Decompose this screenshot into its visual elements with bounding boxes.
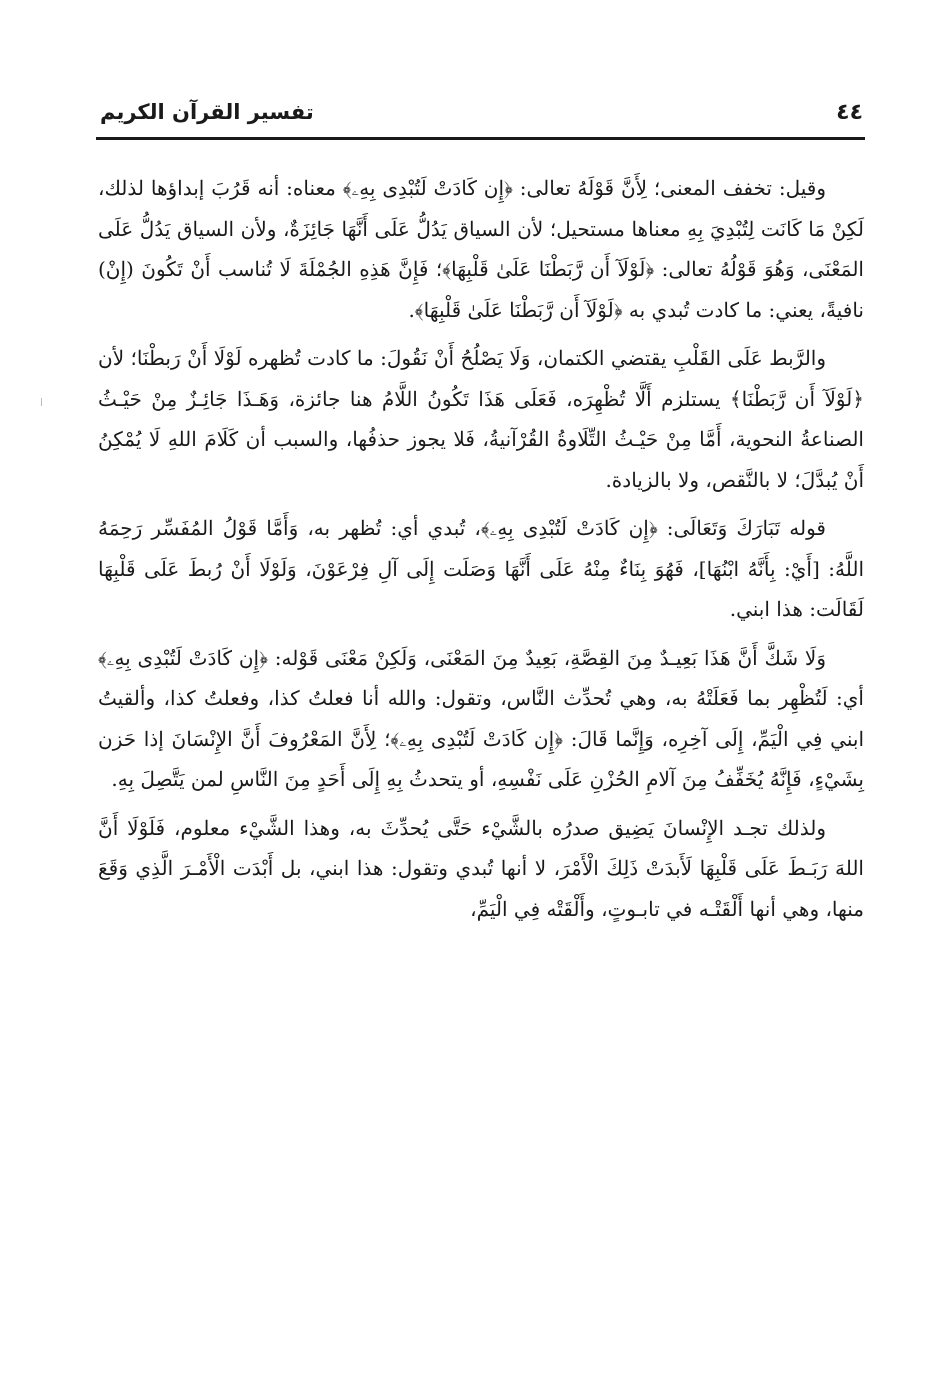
header-divider (96, 137, 865, 140)
paragraph-4: وَلَا شَكَّ أَنَّ هَذَا بَعِيـدٌ مِنَ القِصَّةِ، بَعِيدٌ مِنَ المَعْنَى، وَلَكِنْ مَعْنَى قَوْله: ﴿إِن كَادَتْ لَتُبْدِى بِهِۦ﴾ أي: لَتُظْهِر بما فَعَلَتْهُ به، وهي تُحدِّث النَّاس، وتقول: والله أنا فعلتُ كذا، وفعلتُ كذا، وألقيتُ ابني فِي الْيَمِّ، إِلَى آخِرِه، وَإِنَّما قَالَ: ﴿إِن كَادَتْ لَتُبْدِى بِهِۦ﴾؛ لِأَنَّ المَعْرُوفَ أَنَّ الإِنْسَانَ إذا حَزن بِشَيْءٍ، فَإِنَّهُ يُخَفِّفُ مِنَ آلامِ الحُزْنِ عَلَى نَفْسِهِ، أو يتحدثُ بِهِ إِلَى أَحَدٍ مِنَ النَّاسِ لمن يَتَّصِلَ بِهِ. (98, 645, 864, 791)
page-header (96, 96, 865, 136)
margin-mark (41, 398, 46, 406)
paragraph-1: وقيل: تخفف المعنى؛ لِأَنَّ قَوْلَهُ تعالى: ﴿إِن كَادَتْ لَتُبْدِى بِهِۦ﴾ معناه: أنه قَرُبَ إبداؤها لذلك، لَكِنْ مَا كَانَت لِتُبْدِيَ بِهِ معناها مستحيل؛ لأن السياق يَدُلُّ عَلَى أَنَّهَا جَائِزَةٌ، ولأن السياق يَدُلُّ عَلَى المَعْنَى، وَهُوَ قَوْلُهُ تعالى: ﴿لَوْلَآ أَن رَّبَطْنَا عَلَىٰ قَلْبِهَا﴾؛ فَإِنَّ هَذِهِ الجُمْلَةَ لَا تُناسب أَنْ تَكُونَ (إِنْ) نافيةً، يعني: ما كادت تُبدي به ﴿لَوْلَآ أَن رَّبَطْنَا عَلَىٰ قَلْبِهَا﴾. (98, 176, 864, 322)
paragraph-5: ولذلك تجـد الإِنْسانَ يَضِيق صدرُه بالشَّيْء حَتَّى يُحدِّثَ به، وهذا الشَّيْء معلوم، فَلَوْلَا أَنَّ اللهَ رَبَـطَ عَلَى قَلْبِهَا لَأَبدَتْ ذَلِكَ الْأَمْرَ، لا أنها تُبدي وتقول: هذا ابني، بل أَبْدَت الْأَمْـرَ الَّذِي وَقَعَ منها، وهي أنها أَلْقَتْـه في تابـوتٍ، وأَلْقَتْه فِي الْيَمِّ، (98, 815, 864, 921)
page-body (98, 168, 864, 929)
page-number: ٤٤ (836, 100, 863, 125)
paragraph-3: قوله تَبَارَكَ وَتَعَالَى: ﴿إِن كَادَتْ لَتُبْدِى بِهِۦ﴾، تُبدي أي: تُظهر به، وَأَمَّا قَوْلُ المُفَسِّر رَحِمَهُ اللَّهُ: [أَيْ: بِأَنَّهُ ابْنُهَا]، فَهُوَ بِنَاءٌ مِنْهُ عَلَى أَنَّهَا وَصَلَت إِلَى آلِ فِرْعَوْنَ، وَلَوْلَا أَنْ رُبطَ عَلَى قَلْبِهَا لَقَالَت: هذا ابني. (98, 516, 864, 621)
paragraph-2: والرَّبط عَلَى القَلْبِ يقتضي الكتمان، وَلَا يَصْلُحُ أَنْ نَقُولَ: ما كادت تُظهره لَوْلَا أَنْ رَبطْنَا؛ لأن ﴿لَوْلَآ أَن رَّبَطْنَا﴾ يستلزم أَلَّا تُظْهِرَه، فَعَلَى هَذَا تَكُونُ اللَّامُ هنا جائزة، وَهَـذَا جَائِـزٌ مِنْ حَيْـثُ الصناعةُ النحوية، أَمَّا مِنْ حَيْـثُ التِّلَاوةُ القُرْآنيةُ، فَلا يجوز حذفُها، والسبب أن كَلَامَ اللهِ لَا يُمْكِنُ أَنْ يُبدَّلَ؛ لا بالنَّقص، ولا بالزيادة. (98, 346, 864, 492)
running-title: تفسير القرآن الكريم (100, 100, 314, 124)
